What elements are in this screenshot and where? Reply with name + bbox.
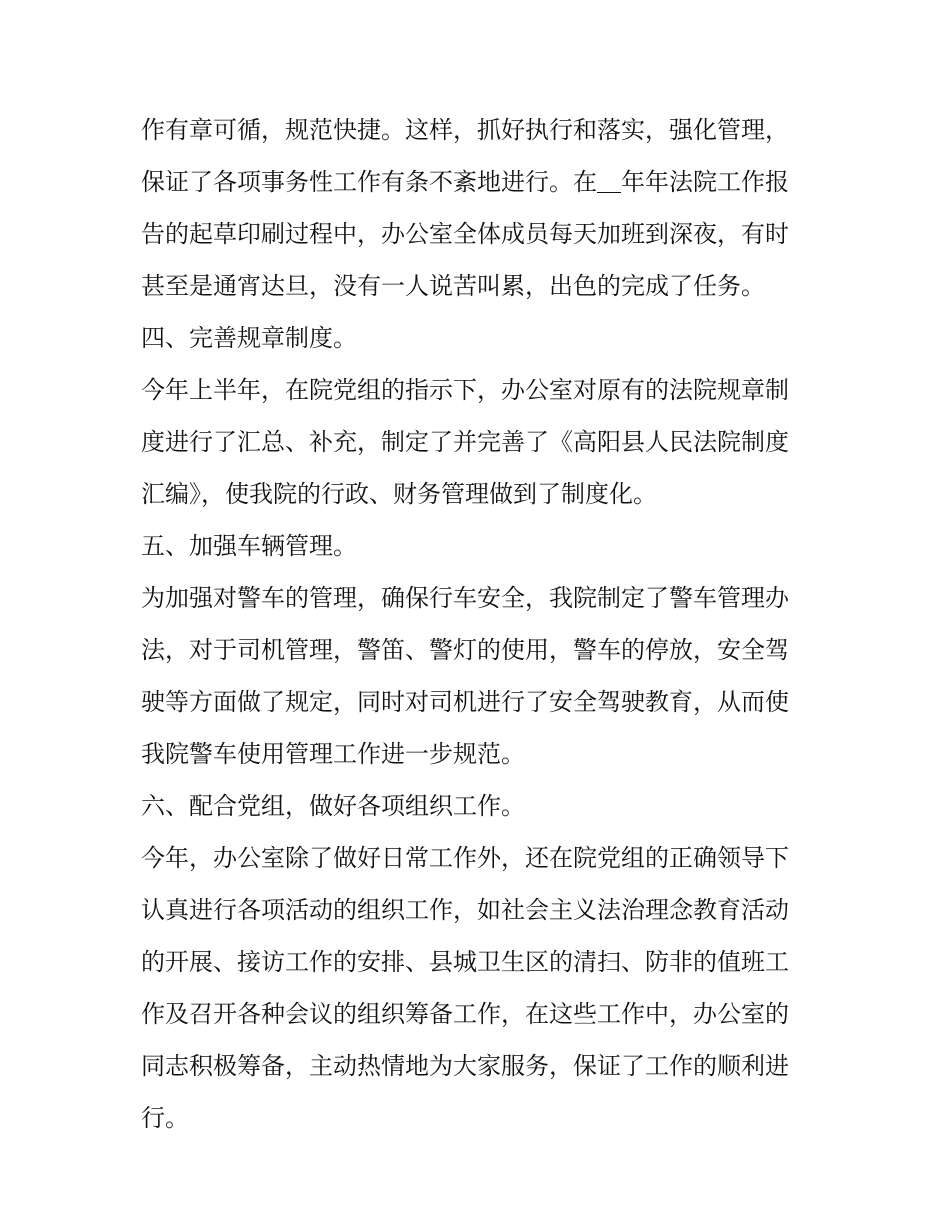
- text-line: 法，对于司机管理，警笛、警灯的使用，警车的停放，安全驾: [141, 636, 789, 664]
- text-line: 度进行了汇总、补充，制定了并完善了《高阳县人民法院制度: [141, 428, 789, 456]
- text-line: 同志积极筹备，主动热情地为大家服务，保证了工作的顺利进: [141, 1052, 789, 1080]
- section-heading: 六、配合党组，做好各项组织工作。: [141, 792, 525, 820]
- text-line: 今年，办公室除了做好日常工作外，还在院党组的正确领导下: [141, 844, 789, 872]
- text-line: 保证了各项事务性工作有条不紊地进行。在＿年年法院工作报: [141, 168, 789, 196]
- text-line: 作及召开各种会议的组织筹备工作，在这些工作中，办公室的: [141, 1000, 789, 1028]
- section-heading: 五、加强车辆管理。: [141, 532, 357, 560]
- text-line: 为加强对警车的管理，确保行车安全，我院制定了警车管理办: [141, 584, 789, 612]
- text-line: 行。: [141, 1104, 189, 1132]
- text-line: 甚至是通宵达旦，没有一人说苦叫累，出色的完成了任务。: [141, 272, 765, 300]
- text-line: 的开展、接访工作的安排、县城卫生区的清扫、防非的值班工: [141, 948, 789, 976]
- section-heading: 四、完善规章制度。: [141, 324, 357, 352]
- text-line: 汇编》，使我院的行政、财务管理做到了制度化。: [141, 480, 657, 508]
- text-line: 今年上半年，在院党组的指示下，办公室对原有的法院规章制: [141, 376, 789, 404]
- text-line: 作有章可循，规范快捷。这样，抓好执行和落实，强化管理，: [141, 116, 789, 144]
- text-line: 告的起草印刷过程中，办公室全体成员每天加班到深夜，有时: [141, 220, 789, 248]
- text-line: 驶等方面做了规定，同时对司机进行了安全驾驶教育，从而使: [141, 688, 789, 716]
- text-line: 我院警车使用管理工作进一步规范。: [141, 740, 525, 768]
- text-line: 认真进行各项活动的组织工作，如社会主义法治理念教育活动: [141, 896, 789, 924]
